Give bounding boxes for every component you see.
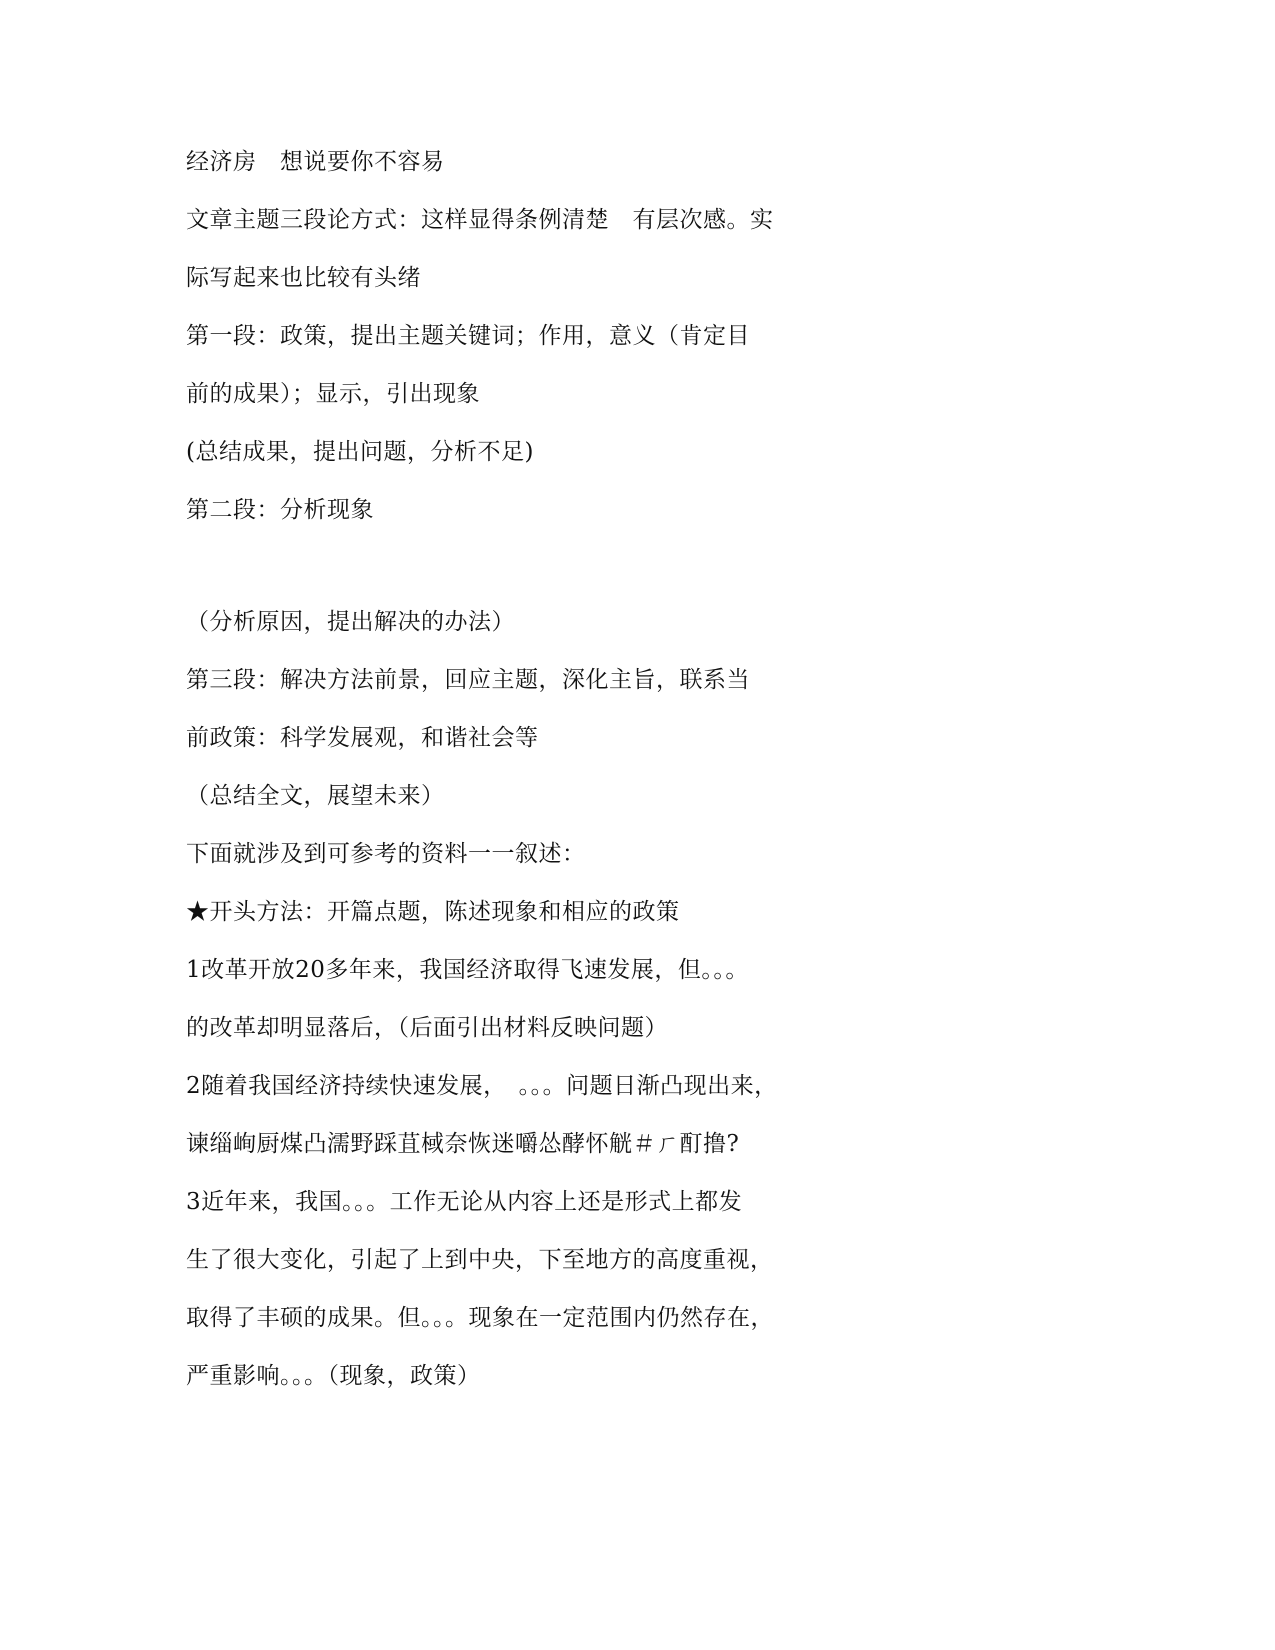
text-line: 取得了丰硕的成果。但。。。现象在一定范围内仍然存在， bbox=[186, 1305, 774, 1331]
text-line: （总结全文，展望未来） bbox=[186, 783, 445, 809]
text-line: 前政策：科学发展观，和谐社会等 bbox=[186, 725, 539, 751]
text-line: （分析原因，提出解决的办法） bbox=[186, 609, 515, 635]
text-line: ★开头方法：开篇点题，陈述现象和相应的政策 bbox=[186, 899, 680, 925]
text-line: 第二段：分析现象 bbox=[186, 497, 374, 523]
text-line: 生了很大变化，引起了上到中央，下至地方的高度重视， bbox=[186, 1247, 774, 1273]
text-line: 1改革开放20多年来，我国经济取得飞速发展，但。。。 bbox=[186, 957, 749, 983]
document-title: 经济房 想说要你不容易 bbox=[186, 149, 445, 175]
text-line: 际写起来也比较有头绪 bbox=[186, 265, 421, 291]
garbled-text-line: 谏缁峋厨煤凸濡野踩苴棫奈恢迷嚼怂酵怀觥＃ㄏ酊撸? bbox=[186, 1131, 740, 1157]
text-line: (总结成果，提出问题，分析不足) bbox=[186, 439, 534, 465]
text-line: 的改革却明显落后，（后面引出材料反映问题） bbox=[186, 1015, 668, 1041]
text-line: 第一段：政策，提出主题关键词；作用，意义（肯定目 bbox=[186, 323, 750, 349]
text-line: 前的成果）；显示，引出现象 bbox=[186, 381, 480, 407]
text-line: 下面就涉及到可参考的资料一一叙述： bbox=[186, 841, 586, 867]
text-line: 2随着我国经济持续快速发展， 。。。问题日渐凸现出来， bbox=[186, 1073, 778, 1099]
text-line: 文章主题三段论方式：这样显得条例清楚 有层次感。实 bbox=[186, 207, 774, 233]
text-line: 严重影响。。。（现象，政策） bbox=[186, 1363, 481, 1389]
text-line: 第三段：解决方法前景，回应主题，深化主旨，联系当 bbox=[186, 667, 750, 693]
text-line: 3近年来，我国。。。工作无论从内容上还是形式上都发 bbox=[186, 1189, 743, 1215]
